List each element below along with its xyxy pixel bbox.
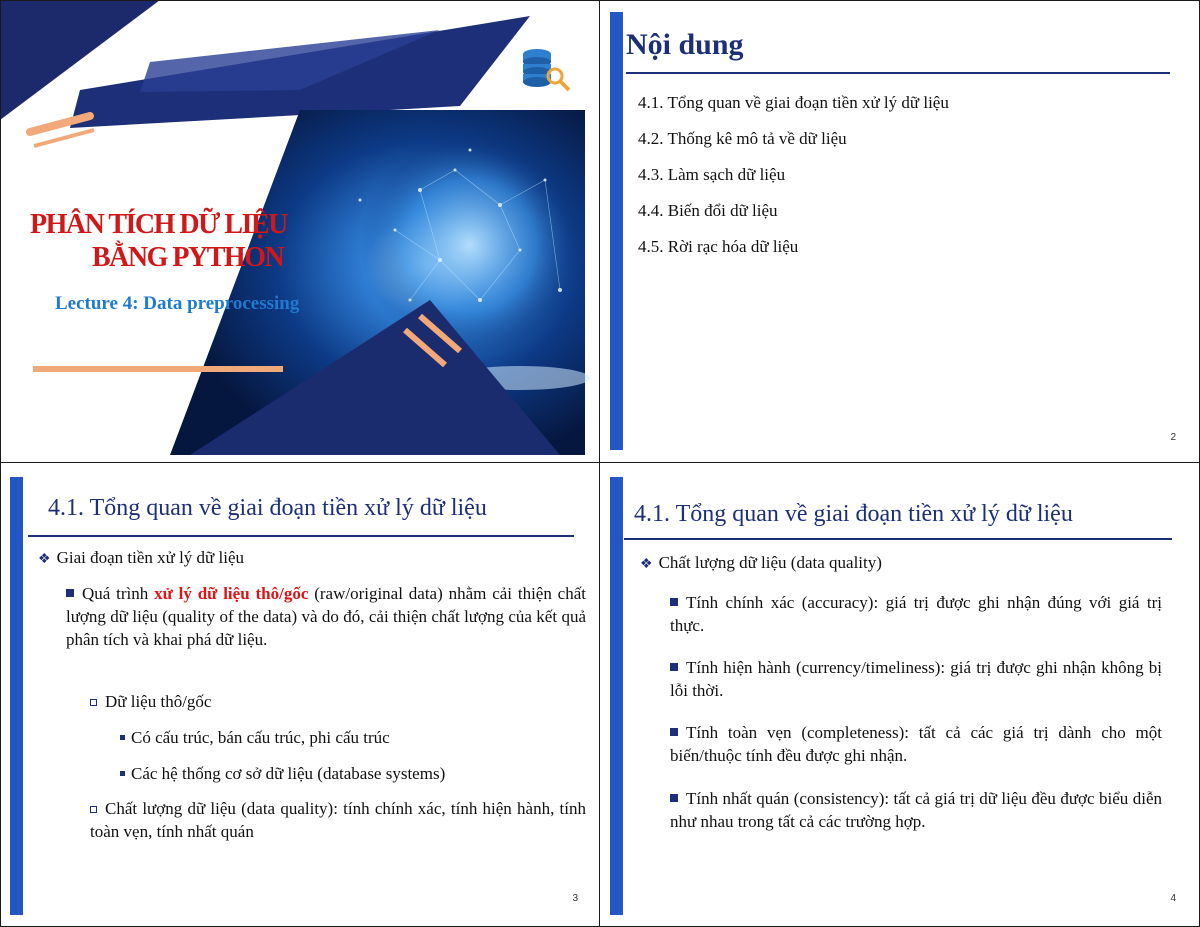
- hollow-square-bullet-icon: [90, 806, 97, 813]
- toc-item: 4.4. Biến đổi dữ liệu: [638, 201, 778, 220]
- sub-sub-bullet-text: Có cấu trúc, bán cấu trúc, phi cấu trúc: [131, 728, 390, 747]
- bullet-main: [38, 546, 578, 571]
- cover-subtitle: Lecture 4: Data preprocessing: [55, 293, 300, 314]
- page-number: 2: [1170, 432, 1176, 443]
- vertical-divider: [599, 0, 600, 927]
- quality-item-text: Tính chính xác (accuracy): giá trị được ghi nhận đúng với giá trị thực.: [670, 593, 1162, 635]
- square-bullet-icon: [670, 794, 678, 802]
- bullet-main-text: Chất lượng dữ liệu (data quality): [658, 553, 882, 572]
- cover-title-line1: PHÂN TÍCH DỮ LIỆU: [30, 209, 287, 240]
- bullet-main: [640, 551, 1170, 576]
- title-divider: [626, 72, 1170, 74]
- slide-heading: 4.1. Tổng quan về giai đoạn tiền xử lý dữ liệu: [634, 501, 1073, 527]
- slide-heading: 4.1. Tổng quan về giai đoạn tiền xử lý dữ liệu: [48, 495, 487, 521]
- small-square-bullet-icon: [120, 771, 125, 776]
- paragraph-post: (raw/original data) nhằm cải thiện chất lượng dữ liệu (quality of the data) và do đó, cải thiện chất lượng của kết quả phân tích và khai phá dữ liệu.: [66, 584, 586, 649]
- hollow-square-bullet-icon: [90, 699, 97, 706]
- quality-item: [670, 787, 1162, 833]
- diamond-bullet-icon: ❖: [38, 552, 51, 567]
- toc-item: 4.5. Rời rạc hóa dữ liệu: [638, 237, 799, 256]
- diamond-bullet-icon: ❖: [640, 557, 653, 572]
- quality-item-text: Tính toàn vẹn (completeness): tất cả các giá trị dành cho một biến/thuộc tính đều được ghi nhận.: [670, 723, 1162, 765]
- sub-sub-bullet: [120, 726, 580, 749]
- title-divider: [624, 538, 1172, 540]
- slide-overview-2[interactable]: [600, 463, 1200, 927]
- page-number: 3: [572, 893, 578, 904]
- cover-title-line2: BẰNG PYTHON: [92, 242, 284, 273]
- globe-sphere: [360, 135, 580, 355]
- orange-bar-bottom: [33, 366, 283, 372]
- slide-accent-bar: [610, 12, 623, 450]
- paragraph-pre: Quá trình: [82, 584, 155, 603]
- slide-accent-bar: [10, 477, 23, 915]
- title-divider: [28, 535, 574, 537]
- quality-item: [670, 591, 1162, 637]
- slide-accent-bar: [610, 477, 623, 915]
- bullet-main-text: Giai đoạn tiền xử lý dữ liệu: [56, 548, 245, 567]
- slide-overview-1[interactable]: [0, 463, 600, 927]
- toc-list: [638, 92, 949, 272]
- page-title: Nội dung: [626, 28, 744, 61]
- paragraph-highlight: xử lý dữ liệu thô/gốc: [154, 584, 309, 603]
- cover-title: [30, 208, 330, 274]
- square-bullet-icon: [66, 589, 74, 597]
- sub-bullet-text: Dữ liệu thô/gốc: [105, 692, 212, 711]
- toc-item: 4.2. Thống kê mô tả về dữ liệu: [638, 129, 847, 148]
- database-search-icon: [515, 44, 575, 94]
- sub-sub-bullet-text: Các hệ thống cơ sở dữ liệu (database systems): [131, 764, 446, 783]
- toc-item: 4.3. Làm sạch dữ liệu: [638, 165, 786, 184]
- slide-cover[interactable]: [0, 0, 600, 463]
- slide-contents[interactable]: [600, 0, 1200, 463]
- quality-item-text: Tính hiện hành (currency/timeliness): giá trị được ghi nhận không bị lỗi thời.: [670, 658, 1162, 700]
- sub-bullet-text: Chất lượng dữ liệu (data quality): tính chính xác, tính hiện hành, tính toàn vẹn, tính nhất quán: [90, 799, 586, 841]
- square-bullet-icon: [670, 728, 678, 736]
- sub-sub-bullet: [120, 762, 580, 785]
- page-number: 4: [1170, 893, 1176, 904]
- paragraph: [66, 582, 586, 651]
- quality-item: [670, 656, 1162, 702]
- sub-bullet-data-quality: [90, 797, 586, 843]
- sub-bullet-raw-data: [90, 690, 580, 713]
- square-bullet-icon: [670, 598, 678, 606]
- small-square-bullet-icon: [120, 735, 125, 740]
- quality-item-text: Tính nhất quán (consistency): tất cả giá trị dữ liệu đều được biểu diễn như nhau trong tất cả các trường hợp.: [670, 789, 1162, 831]
- horizontal-divider: [0, 462, 1200, 463]
- toc-item: 4.1. Tổng quan về giai đoạn tiền xử lý dữ liệu: [638, 93, 949, 112]
- square-bullet-icon: [670, 663, 678, 671]
- quality-item: [670, 721, 1162, 767]
